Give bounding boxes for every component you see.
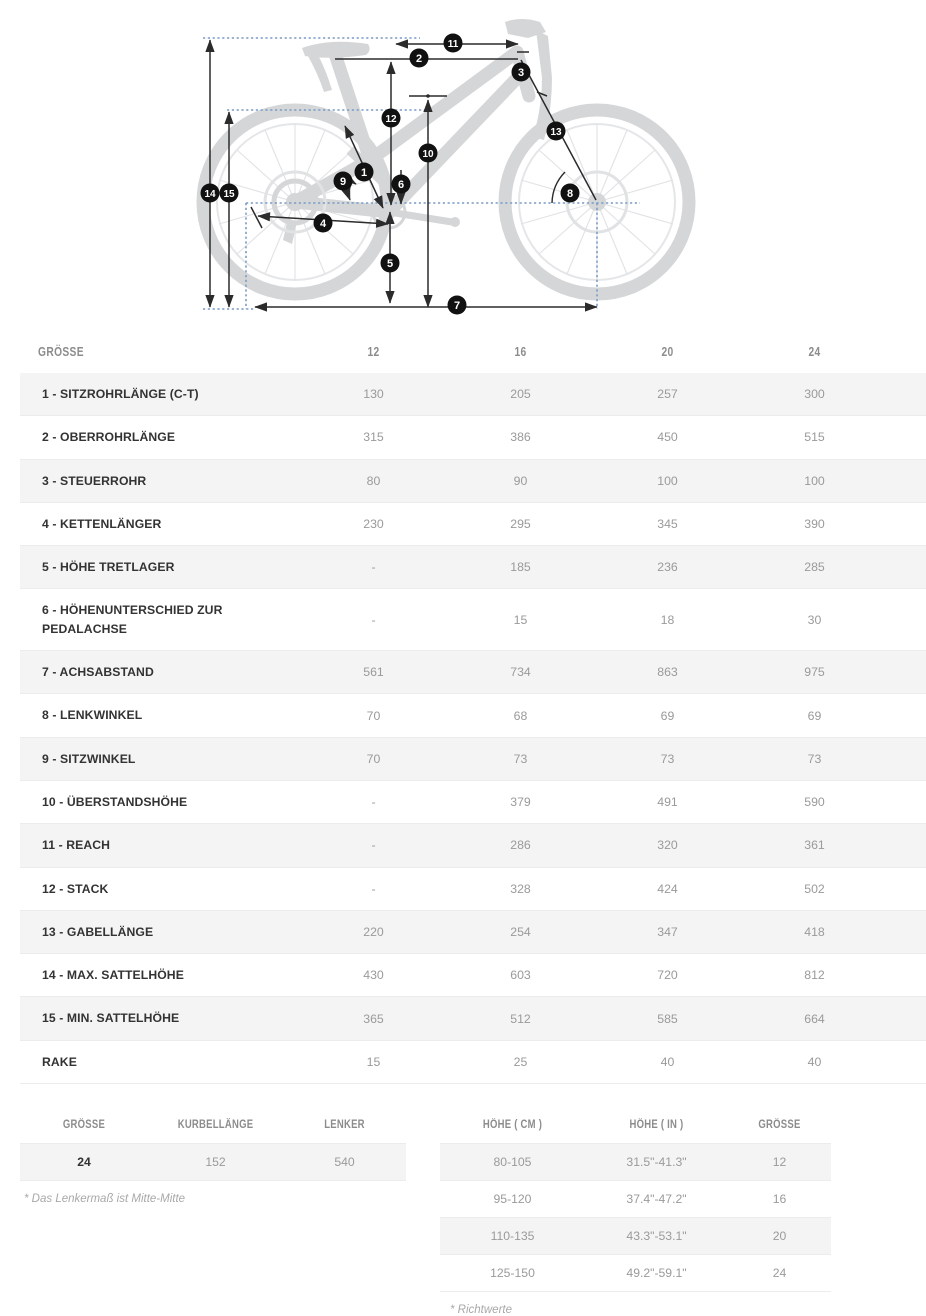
bottom-tables bbox=[0, 1110, 851, 1316]
geometry-value-12: - bbox=[300, 780, 447, 823]
sizing-col-cm: HÖHE ( CM ) bbox=[482, 1118, 543, 1132]
geometry-value-12: 230 bbox=[300, 502, 447, 545]
geometry-value-24: 418 bbox=[741, 910, 888, 953]
table-row bbox=[20, 910, 926, 953]
geometry-col-pad bbox=[891, 335, 922, 373]
table-row bbox=[20, 459, 926, 502]
table-row bbox=[20, 997, 926, 1040]
geometry-value-20: 424 bbox=[594, 867, 741, 910]
components-col-bar: LENKER bbox=[324, 1118, 365, 1132]
geometry-value-24: 390 bbox=[741, 502, 888, 545]
diagram-marker-4 bbox=[314, 214, 333, 233]
diagram-marker-10 bbox=[419, 144, 438, 163]
geometry-value-24: 812 bbox=[741, 954, 888, 997]
geometry-value-20: 720 bbox=[594, 954, 741, 997]
geometry-value-12: - bbox=[300, 546, 447, 589]
diagram-marker-6 bbox=[392, 175, 411, 194]
geometry-row-pad bbox=[888, 459, 926, 502]
geometry-value-24: 285 bbox=[741, 546, 888, 589]
geometry-row-pad bbox=[888, 737, 926, 780]
diagram-marker-3 bbox=[512, 63, 531, 82]
geometry-value-20: 40 bbox=[594, 1040, 741, 1083]
sizing-height-cm: 95-120 bbox=[440, 1181, 585, 1218]
sizing-height-cm: 80-105 bbox=[440, 1144, 585, 1181]
geometry-header-row bbox=[20, 335, 926, 373]
geometry-col-20: 20 bbox=[661, 345, 674, 359]
diagram-marker-label: 4 bbox=[319, 217, 327, 230]
geometry-value-12: 315 bbox=[300, 416, 447, 459]
geometry-value-24: 361 bbox=[741, 824, 888, 867]
geometry-value-20: 73 bbox=[594, 737, 741, 780]
sizing-table-body bbox=[440, 1144, 831, 1292]
components-col-size: GRÖSSE bbox=[62, 1118, 106, 1132]
geometry-value-16: 328 bbox=[447, 867, 594, 910]
geometry-value-20: 18 bbox=[594, 589, 741, 651]
diagram-marker-label: 7 bbox=[453, 299, 461, 312]
sizing-size: 16 bbox=[728, 1181, 831, 1218]
diagram-marker-label: 1 bbox=[360, 166, 368, 179]
diagram-marker-label: 15 bbox=[223, 188, 235, 200]
diagram-marker-14 bbox=[201, 184, 220, 203]
geometry-value-20: 585 bbox=[594, 997, 741, 1040]
geometry-value-16: 295 bbox=[447, 502, 594, 545]
geometry-value-24: 590 bbox=[741, 780, 888, 823]
sizing-height-in: 43.3"-53.1" bbox=[585, 1218, 728, 1255]
components-size: 24 bbox=[20, 1144, 148, 1181]
table-row bbox=[440, 1255, 831, 1292]
geometry-value-20: 320 bbox=[594, 824, 741, 867]
diagram-marker-label: 12 bbox=[385, 113, 397, 125]
diagram-marker-8 bbox=[561, 184, 580, 203]
diagram-marker-1 bbox=[355, 163, 374, 182]
geometry-row-pad bbox=[888, 910, 926, 953]
sizing-height-in: 49.2"-59.1" bbox=[585, 1255, 728, 1292]
geometry-value-20: 69 bbox=[594, 694, 741, 737]
geometry-value-12: 70 bbox=[300, 694, 447, 737]
geometry-value-12: 80 bbox=[300, 459, 447, 502]
diagram-marker-13 bbox=[547, 122, 566, 141]
diagram-marker-2 bbox=[410, 49, 429, 68]
geometry-value-24: 73 bbox=[741, 737, 888, 780]
diagram-marker-label: 9 bbox=[339, 175, 347, 188]
geometry-value-12: 70 bbox=[300, 737, 447, 780]
sizing-header-row bbox=[440, 1110, 831, 1144]
geometry-col-12: 12 bbox=[367, 345, 380, 359]
table-row bbox=[20, 1040, 926, 1083]
geometry-row-label: 3 - STEUERROHR bbox=[20, 459, 300, 502]
geometry-row-label: 9 - SITZWINKEL bbox=[20, 737, 300, 780]
geometry-value-16: 73 bbox=[447, 737, 594, 780]
geometry-value-20: 257 bbox=[594, 373, 741, 416]
geometry-value-24: 30 bbox=[741, 589, 888, 651]
geometry-value-24: 975 bbox=[741, 651, 888, 694]
components-table bbox=[20, 1110, 406, 1181]
table-row bbox=[20, 416, 926, 459]
geometry-row-label: 14 - MAX. SATTELHÖHE bbox=[20, 954, 300, 997]
sizing-table-wrap bbox=[440, 1110, 831, 1316]
geometry-table bbox=[20, 335, 926, 1084]
bike-geometry-diagram bbox=[0, 0, 851, 335]
geometry-row-label: 7 - ACHSABSTAND bbox=[20, 651, 300, 694]
geometry-value-16: 386 bbox=[447, 416, 594, 459]
geometry-value-24: 40 bbox=[741, 1040, 888, 1083]
geometry-value-24: 69 bbox=[741, 694, 888, 737]
geometry-value-12: - bbox=[300, 589, 447, 651]
diagram-marker-7 bbox=[448, 296, 467, 315]
geometry-row-label: 15 - MIN. SATTELHÖHE bbox=[20, 997, 300, 1040]
components-table-wrap bbox=[20, 1110, 406, 1205]
sizing-table bbox=[440, 1110, 831, 1292]
geometry-col-24: 24 bbox=[808, 345, 821, 359]
geometry-value-20: 863 bbox=[594, 651, 741, 694]
sizing-col-size: GRÖSSE bbox=[758, 1118, 801, 1132]
geometry-table-head bbox=[20, 335, 926, 373]
sizing-size: 24 bbox=[728, 1255, 831, 1292]
geometry-value-24: 664 bbox=[741, 997, 888, 1040]
geometry-value-20: 450 bbox=[594, 416, 741, 459]
geometry-value-24: 300 bbox=[741, 373, 888, 416]
diagram-marker-label: 11 bbox=[447, 38, 459, 50]
geometry-row-pad bbox=[888, 589, 926, 651]
geometry-row-pad bbox=[888, 373, 926, 416]
table-row bbox=[440, 1218, 831, 1255]
geometry-value-12: 15 bbox=[300, 1040, 447, 1083]
geometry-row-pad bbox=[888, 997, 926, 1040]
diagram-marker-label: 3 bbox=[517, 66, 525, 79]
geometry-value-16: 512 bbox=[447, 997, 594, 1040]
table-row bbox=[20, 502, 926, 545]
diagram-marker-label: 5 bbox=[386, 257, 394, 270]
table-row bbox=[20, 954, 926, 997]
geometry-value-12: 220 bbox=[300, 910, 447, 953]
diagram-marker-label: 10 bbox=[422, 148, 434, 160]
geometry-value-20: 100 bbox=[594, 459, 741, 502]
sizing-height-in: 37.4"-47.2" bbox=[585, 1181, 728, 1218]
geometry-value-16: 185 bbox=[447, 546, 594, 589]
table-row bbox=[440, 1144, 831, 1181]
geometry-value-24: 100 bbox=[741, 459, 888, 502]
geometry-col-size: GRÖSSE bbox=[38, 345, 84, 359]
table-row bbox=[20, 737, 926, 780]
geometry-row-pad bbox=[888, 867, 926, 910]
geometry-value-20: 345 bbox=[594, 502, 741, 545]
geometry-col-16: 16 bbox=[514, 345, 527, 359]
table-row bbox=[20, 824, 926, 867]
geometry-value-12: - bbox=[300, 824, 447, 867]
geometry-row-label: 1 - SITZROHRLÄNGE (C-T) bbox=[20, 373, 300, 416]
geometry-row-label: 5 - HÖHE TRETLAGER bbox=[20, 546, 300, 589]
geometry-row-label: 6 - HÖHENUNTERSCHIED ZUR PEDALACHSE bbox=[20, 589, 300, 651]
geometry-row-pad bbox=[888, 416, 926, 459]
geometry-row-label: 4 - KETTENLÄNGER bbox=[20, 502, 300, 545]
geometry-value-20: 347 bbox=[594, 910, 741, 953]
geometry-row-pad bbox=[888, 694, 926, 737]
geometry-value-12: 365 bbox=[300, 997, 447, 1040]
geometry-row-pad bbox=[888, 1040, 926, 1083]
geometry-value-16: 286 bbox=[447, 824, 594, 867]
geometry-value-24: 515 bbox=[741, 416, 888, 459]
geometry-value-16: 734 bbox=[447, 651, 594, 694]
geometry-row-label: 2 - OBERROHRLÄNGE bbox=[20, 416, 300, 459]
table-row bbox=[20, 694, 926, 737]
geometry-row-label: 10 - ÜBERSTANDSHÖHE bbox=[20, 780, 300, 823]
geometry-row-pad bbox=[888, 824, 926, 867]
geometry-value-20: 491 bbox=[594, 780, 741, 823]
diagram-marker-label: 6 bbox=[397, 178, 405, 191]
table-row bbox=[20, 589, 926, 651]
table-row bbox=[20, 651, 926, 694]
geometry-value-12: 561 bbox=[300, 651, 447, 694]
geometry-value-16: 15 bbox=[447, 589, 594, 651]
sizing-note: * Richtwerte bbox=[450, 1304, 512, 1316]
diagram-marker-label: 8 bbox=[566, 187, 574, 200]
geometry-value-20: 236 bbox=[594, 546, 741, 589]
components-table-body bbox=[20, 1144, 406, 1181]
geometry-value-16: 603 bbox=[447, 954, 594, 997]
table-row bbox=[20, 780, 926, 823]
diagram-marker-9 bbox=[334, 172, 353, 191]
geometry-row-pad bbox=[888, 651, 926, 694]
geometry-value-16: 205 bbox=[447, 373, 594, 416]
table-row bbox=[20, 546, 926, 589]
table-row bbox=[20, 867, 926, 910]
geometry-row-label: 12 - STACK bbox=[20, 867, 300, 910]
diagram-marker-5 bbox=[381, 254, 400, 273]
geometry-row-pad bbox=[888, 502, 926, 545]
sizing-height-cm: 125-150 bbox=[440, 1255, 585, 1292]
diagram-marker-label: 14 bbox=[204, 188, 216, 200]
table-row bbox=[20, 373, 926, 416]
diagram-marker-15 bbox=[220, 184, 239, 203]
components-note: * Das Lenkermaß ist Mitte-Mitte bbox=[24, 1193, 186, 1206]
geometry-value-16: 25 bbox=[447, 1040, 594, 1083]
components-bar: 540 bbox=[283, 1144, 406, 1181]
diagram-marker-11 bbox=[444, 34, 463, 53]
geometry-row-pad bbox=[888, 780, 926, 823]
geometry-value-16: 379 bbox=[447, 780, 594, 823]
diagram-marker-12 bbox=[382, 109, 401, 128]
geometry-row-pad bbox=[888, 546, 926, 589]
table-row bbox=[20, 1144, 406, 1181]
geometry-value-16: 68 bbox=[447, 694, 594, 737]
components-header-row bbox=[20, 1110, 406, 1144]
geometry-row-label: 11 - REACH bbox=[20, 824, 300, 867]
diagram-marker-label: 2 bbox=[415, 52, 423, 65]
sizing-size: 12 bbox=[728, 1144, 831, 1181]
sizing-height-in: 31.5"-41.3" bbox=[585, 1144, 728, 1181]
geometry-value-16: 90 bbox=[447, 459, 594, 502]
sizing-col-in: HÖHE ( IN ) bbox=[629, 1118, 684, 1132]
geometry-value-12: 430 bbox=[300, 954, 447, 997]
bike-silhouette bbox=[203, 19, 689, 294]
components-crank: 152 bbox=[148, 1144, 283, 1181]
geometry-value-12: - bbox=[300, 867, 447, 910]
geometry-row-pad bbox=[888, 954, 926, 997]
geometry-value-12: 130 bbox=[300, 373, 447, 416]
diagram-markers bbox=[201, 34, 580, 315]
geometry-row-label: 8 - LENKWINKEL bbox=[20, 694, 300, 737]
diagram-marker-label: 13 bbox=[550, 126, 562, 138]
table-row bbox=[440, 1181, 831, 1218]
geometry-table-body bbox=[20, 373, 926, 1084]
sizing-size: 20 bbox=[728, 1218, 831, 1255]
geometry-row-label: RAKE bbox=[20, 1040, 300, 1083]
geometry-value-24: 502 bbox=[741, 867, 888, 910]
sizing-height-cm: 110-135 bbox=[440, 1218, 585, 1255]
geometry-value-16: 254 bbox=[447, 910, 594, 953]
components-col-crank: KURBELLÄNGE bbox=[177, 1118, 254, 1132]
geometry-row-label: 13 - GABELLÄNGE bbox=[20, 910, 300, 953]
